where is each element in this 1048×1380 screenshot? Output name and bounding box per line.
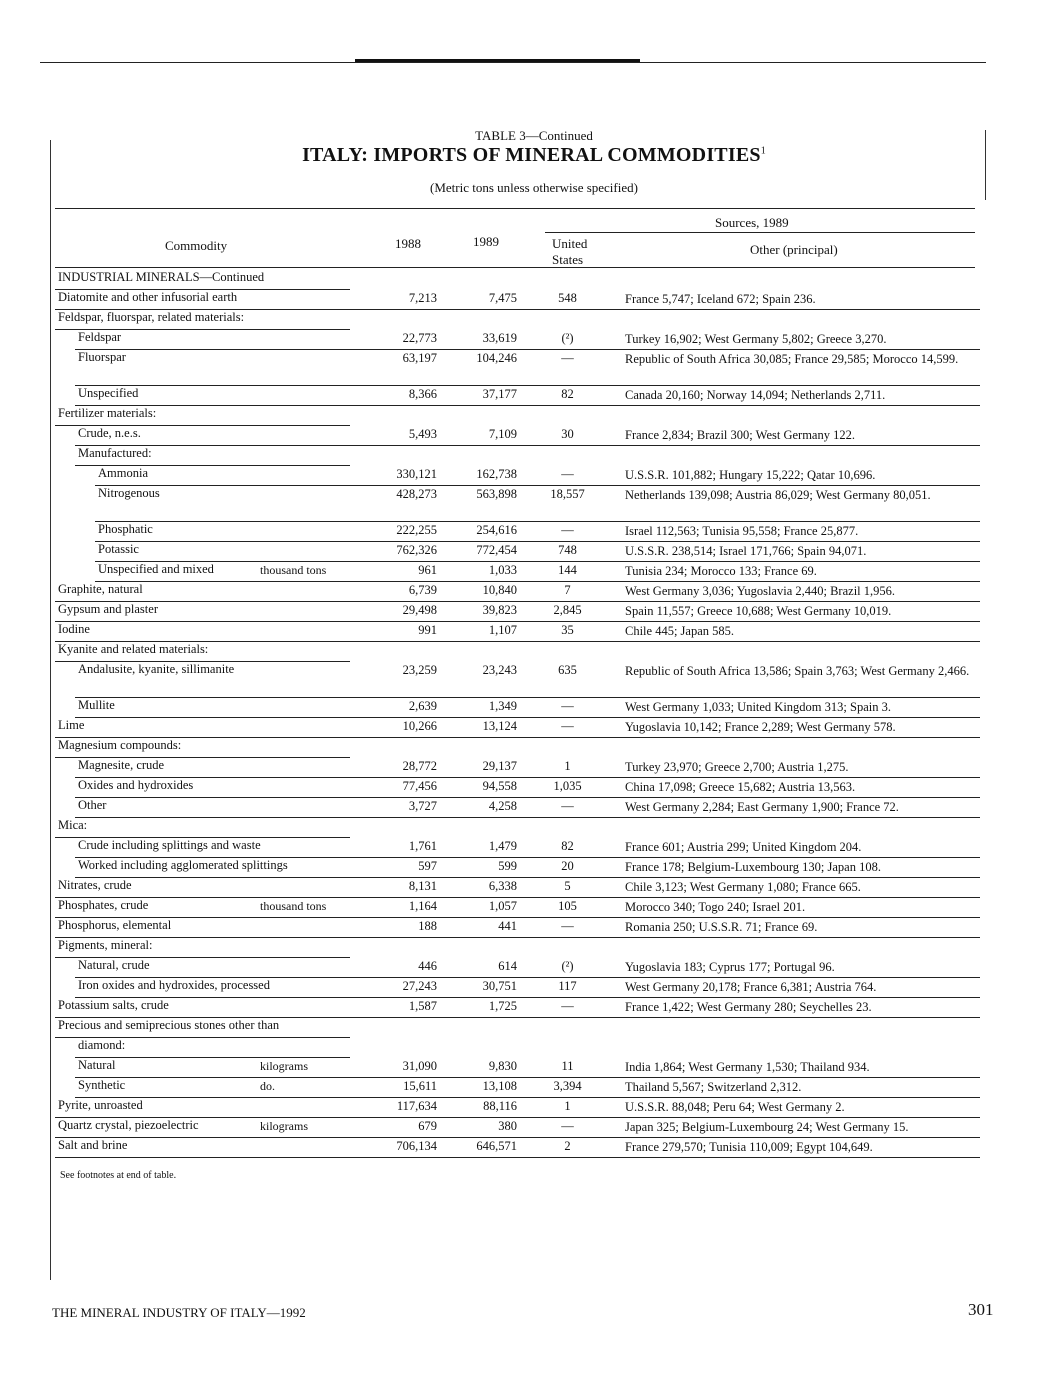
value-1989: 30,751	[482, 979, 517, 993]
value-us: —	[561, 1119, 574, 1133]
value-us: —	[561, 467, 574, 481]
commodity-name: Quartz crystal, piezoelectric	[58, 1118, 199, 1132]
other-sources: Chile 445; Japan 585.	[625, 624, 735, 638]
table-row	[55, 1058, 980, 1078]
value-1988: 3,727	[408, 799, 437, 813]
value-us: 82	[561, 387, 574, 401]
value-us: 144	[558, 563, 577, 577]
value-1988: 991	[418, 623, 437, 637]
commodity-name: Manufactured:	[78, 446, 152, 460]
value-1988: 961	[418, 563, 437, 577]
table-row	[55, 778, 980, 798]
value-us: —	[561, 699, 574, 713]
value-1989: 7,109	[488, 427, 517, 441]
commodity-name: Feldspar	[78, 330, 122, 344]
value-1989: 772,454	[476, 543, 517, 557]
value-1989: 39,823	[482, 603, 517, 617]
commodity-name: Precious and semiprecious stones other than	[58, 1018, 280, 1032]
commodity-name: Phosphatic	[98, 522, 153, 536]
value-1989: 563,898	[476, 487, 517, 501]
value-us: —	[561, 719, 574, 733]
table-row	[55, 718, 980, 738]
value-1989: 1,033	[488, 563, 517, 577]
table-row	[55, 522, 980, 542]
table-row	[55, 978, 980, 998]
other-sources: U.S.S.R. 88,048; Peru 64; West Germany 2.	[625, 1100, 845, 1114]
value-us: 1,035	[553, 779, 582, 793]
table-row	[55, 642, 980, 662]
value-1989: 7,475	[488, 291, 517, 305]
commodity-name: Salt and brine	[58, 1138, 128, 1152]
table-row	[55, 898, 980, 918]
table-row	[55, 998, 980, 1018]
other-sources: West Germany 3,036; Yugoslavia 2,440; Brazil 1,956.	[625, 584, 896, 598]
value-1988: 63,197	[402, 351, 437, 365]
commodity-name: Crude, n.e.s.	[78, 426, 141, 440]
column-header-other: Other (principal)	[750, 242, 838, 257]
commodity-name: Lime	[58, 718, 85, 732]
margin-line	[50, 140, 51, 1280]
commodity-name: Unspecified	[78, 386, 139, 400]
column-header-1988: 1988	[395, 236, 421, 251]
column-header-sources: Sources, 1989	[715, 215, 789, 230]
value-us: —	[561, 523, 574, 537]
other-sources: France 1,422; West Germany 280; Seychelles 23.	[625, 1000, 872, 1014]
header-rule-top	[55, 208, 975, 209]
value-1988: 29,498	[402, 603, 437, 617]
other-sources: Republic of South Africa 30,085; France 29,585; Morocco 14,599.	[625, 352, 959, 366]
table-subtitle: (Metric tons unless otherwise specified)	[430, 180, 638, 195]
value-us: —	[561, 799, 574, 813]
value-1988: 15,611	[403, 1079, 437, 1093]
commodity-name: Oxides and hydroxides	[78, 778, 194, 792]
value-us: 7	[564, 583, 571, 597]
value-us: 30	[561, 427, 574, 441]
value-1989: 23,243	[482, 663, 517, 677]
value-1989: 1,349	[488, 699, 517, 713]
table-row	[55, 858, 980, 878]
table-row	[55, 938, 980, 958]
commodity-name: Potassium salts, crude	[58, 998, 169, 1012]
row-rule	[55, 1157, 980, 1158]
table-row	[55, 1018, 980, 1038]
table-row	[55, 486, 980, 522]
unit-label: thousand tons	[260, 563, 327, 577]
table-row	[55, 446, 980, 466]
value-us: 3,394	[553, 1079, 582, 1093]
table-row	[55, 918, 980, 938]
value-1989: 599	[498, 859, 517, 873]
unit-label: do.	[260, 1079, 275, 1093]
other-sources: France 2,834; Brazil 300; West Germany 122.	[625, 428, 855, 442]
value-1988: 77,456	[402, 779, 437, 793]
table-row	[55, 1138, 980, 1158]
value-us: 548	[558, 291, 577, 305]
value-1988: 31,090	[402, 1059, 437, 1073]
table-row	[55, 386, 980, 406]
other-sources: Morocco 340; Togo 240; Israel 201.	[625, 900, 806, 914]
unit-label: thousand tons	[260, 899, 327, 913]
value-1989: 4,258	[488, 799, 517, 813]
value-us: 635	[558, 663, 577, 677]
commodity-name: Crude including splittings and waste	[78, 838, 261, 852]
commodity-name: Potassic	[98, 542, 139, 556]
commodity-name: Unspecified and mixed	[98, 562, 214, 576]
value-us: 105	[558, 899, 577, 913]
other-sources: West Germany 1,033; United Kingdom 313; Spain 3.	[625, 700, 891, 714]
table-row	[55, 818, 980, 838]
value-us: 1	[564, 1099, 571, 1113]
page-number: 301	[968, 1300, 994, 1319]
table-row	[55, 582, 980, 602]
table-row	[55, 310, 980, 330]
value-1988: 22,773	[402, 331, 437, 345]
commodity-name: Mullite	[78, 698, 115, 712]
table-row	[55, 698, 980, 718]
other-sources: West Germany 2,284; East Germany 1,900; France 72.	[625, 800, 899, 814]
value-1988: 1,164	[408, 899, 437, 913]
value-1988: 2,639	[408, 699, 437, 713]
value-1989: 29,137	[482, 759, 517, 773]
value-1988: 679	[418, 1119, 437, 1133]
column-header-commodity: Commodity	[165, 238, 228, 253]
other-sources: U.S.S.R. 101,882; Hungary 15,222; Qatar 10,696.	[625, 468, 876, 482]
other-sources: Yugoslavia 183; Cyprus 177; Portugal 96.	[625, 960, 835, 974]
table-row	[55, 406, 980, 426]
commodity-name: Iodine	[58, 622, 90, 636]
table-row	[55, 662, 980, 698]
commodity-name: Magnesium compounds:	[58, 738, 182, 752]
value-us: 748	[558, 543, 577, 557]
commodity-name: Andalusite, kyanite, sillimanite	[78, 662, 235, 676]
other-sources: France 601; Austria 299; United Kingdom 204.	[625, 840, 862, 854]
value-1988: 10,266	[402, 719, 437, 733]
value-1988: 428,273	[396, 487, 437, 501]
value-1988: 222,255	[396, 523, 437, 537]
value-us: —	[561, 351, 574, 365]
table-row	[55, 838, 980, 858]
value-1989: 1,725	[488, 999, 517, 1013]
table-row	[55, 466, 980, 486]
commodity-name: Phosphorus, elemental	[58, 918, 172, 932]
table-row	[55, 270, 980, 290]
table-row	[55, 1078, 980, 1098]
other-sources: Netherlands 139,098; Austria 86,029; West Germany 80,051.	[625, 488, 931, 502]
table-row	[55, 878, 980, 898]
commodity-name: Pyrite, unroasted	[58, 1098, 143, 1112]
commodity-name: Synthetic	[78, 1078, 126, 1092]
value-1988: 188	[418, 919, 437, 933]
table-row	[55, 602, 980, 622]
commodity-name: Diatomite and other infusorial earth	[58, 290, 238, 304]
value-us: (²)	[561, 959, 574, 973]
table-row	[55, 1118, 980, 1138]
other-sources: West Germany 20,178; France 6,381; Austria 764.	[625, 980, 877, 994]
commodity-name: Fertilizer materials:	[58, 406, 157, 420]
value-1988: 706,134	[396, 1139, 437, 1153]
other-sources: Romania 250; U.S.S.R. 71; France 69.	[625, 920, 818, 934]
value-1989: 254,616	[476, 523, 517, 537]
value-1988: 8,366	[408, 387, 437, 401]
other-sources: France 5,747; Iceland 672; Spain 236.	[625, 292, 816, 306]
commodity-name: Ammonia	[98, 466, 148, 480]
column-header-us: United States	[552, 236, 588, 267]
top-rule-accent	[355, 59, 640, 62]
sources-rule	[545, 232, 975, 233]
other-sources: Turkey 16,902; West Germany 5,802; Greece 3,270.	[625, 332, 887, 346]
table-row	[55, 1038, 980, 1058]
value-1989: 13,108	[482, 1079, 517, 1093]
table-title-text: ITALY: IMPORTS OF MINERAL COMMODITIES	[302, 144, 761, 166]
value-1989: 1,479	[488, 839, 517, 853]
value-1989: 1,057	[488, 899, 517, 913]
commodity-name: Iron oxides and hydroxides, processed	[78, 978, 270, 992]
table-body	[55, 270, 980, 1158]
table-row	[55, 622, 980, 642]
commodity-name: Nitrogenous	[98, 486, 160, 500]
table-row	[55, 758, 980, 778]
value-1989: 37,177	[482, 387, 517, 401]
unit-label: kilograms	[260, 1119, 308, 1133]
other-sources: Spain 11,557; Greece 10,688; West Germany 10,019.	[625, 604, 892, 618]
commodity-name: Kyanite and related materials:	[58, 642, 209, 656]
running-footer: THE MINERAL INDUSTRY OF ITALY—1992	[52, 1305, 306, 1320]
commodity-name: Fluorspar	[78, 350, 126, 364]
commodity-name: Other	[78, 798, 107, 812]
other-sources: France 178; Belgium-Luxembourg 130; Japan 108.	[625, 860, 881, 874]
value-us: 117	[558, 979, 577, 993]
value-1989: 1,107	[488, 623, 517, 637]
value-us: —	[561, 919, 574, 933]
table-row	[55, 798, 980, 818]
commodity-name: Mica:	[58, 818, 88, 832]
other-sources: Japan 325; Belgium-Luxembourg 24; West Germany 15.	[625, 1120, 909, 1134]
title-footnote-marker: 1	[760, 145, 766, 157]
value-1988: 117,634	[396, 1099, 437, 1113]
value-1988: 446	[418, 959, 437, 973]
table-row	[55, 330, 980, 350]
value-1988: 1,587	[408, 999, 437, 1013]
other-sources: Canada 20,160; Norway 14,094; Netherlands 2,711.	[625, 388, 886, 402]
table-label: TABLE 3—Continued	[475, 128, 593, 143]
value-1989: 162,738	[476, 467, 517, 481]
commodity-name: Magnesite, crude	[78, 758, 165, 772]
value-us: (²)	[561, 331, 574, 345]
value-us: 20	[561, 859, 574, 873]
value-us: 2	[564, 1139, 571, 1153]
commodity-name: Nitrates, crude	[58, 878, 132, 892]
commodity-name: Phosphates, crude	[58, 898, 149, 912]
table-title	[0, 144, 1048, 167]
other-sources: Tunisia 234; Morocco 133; France 69.	[625, 564, 817, 578]
value-us: 82	[561, 839, 574, 853]
other-sources: Republic of South Africa 13,586; Spain 3,763; West Germany 2,466.	[625, 664, 970, 678]
value-1989: 33,619	[482, 331, 517, 345]
other-sources: Yugoslavia 10,142; France 2,289; West Germany 578.	[625, 720, 896, 734]
value-1989: 88,116	[483, 1099, 517, 1113]
commodity-name: diamond:	[78, 1038, 126, 1052]
unit-label: kilograms	[260, 1059, 308, 1073]
value-1988: 597	[418, 859, 437, 873]
value-1989: 614	[498, 959, 517, 973]
value-1988: 762,326	[396, 543, 437, 557]
value-1988: 23,259	[402, 663, 437, 677]
commodity-name: Pigments, mineral:	[58, 938, 153, 952]
commodity-name: Graphite, natural	[58, 582, 143, 596]
table-row	[55, 290, 980, 310]
table-row	[55, 1098, 980, 1118]
table-row	[55, 350, 980, 386]
commodity-name: Natural	[78, 1058, 116, 1072]
commodity-name: Natural, crude	[78, 958, 150, 972]
value-1989: 9,830	[488, 1059, 517, 1073]
table-row	[55, 958, 980, 978]
value-1988: 1,761	[408, 839, 437, 853]
commodity-name: INDUSTRIAL MINERALS—Continued	[58, 270, 265, 284]
value-us: 5	[564, 879, 571, 893]
header-rule-bottom	[55, 267, 975, 268]
commodity-name: Worked including agglomerated splittings	[78, 858, 288, 872]
value-1989: 10,840	[482, 583, 517, 597]
value-us: 1	[564, 759, 571, 773]
table-row	[55, 542, 980, 562]
value-1989: 6,338	[488, 879, 517, 893]
other-sources: China 17,098; Greece 15,682; Austria 13,563.	[625, 780, 856, 794]
other-sources: Thailand 5,567; Switzerland 2,312.	[625, 1080, 802, 1094]
top-rule	[40, 62, 986, 63]
value-1988: 330,121	[396, 467, 437, 481]
value-us: 2,845	[553, 603, 582, 617]
other-sources: France 279,570; Tunisia 110,009; Egypt 104,649.	[625, 1140, 873, 1154]
value-1989: 380	[498, 1119, 517, 1133]
value-1989: 441	[498, 919, 517, 933]
value-1988: 27,243	[402, 979, 437, 993]
table-row	[55, 562, 980, 582]
value-1989: 13,124	[482, 719, 517, 733]
other-sources: Israel 112,563; Tunisia 95,558; France 25,877.	[625, 524, 859, 538]
table-header	[55, 208, 975, 270]
table-row	[55, 426, 980, 446]
value-1989: 94,558	[482, 779, 517, 793]
value-us: 18,557	[550, 487, 585, 501]
other-sources: Chile 3,123; West Germany 1,080; France 665.	[625, 880, 861, 894]
column-header-1989: 1989	[473, 234, 499, 249]
value-1988: 28,772	[402, 759, 437, 773]
other-sources: India 1,864; West Germany 1,530; Thailand 934.	[625, 1060, 870, 1074]
value-us: 11	[561, 1059, 574, 1073]
value-1989: 646,571	[476, 1139, 517, 1153]
value-us: 35	[561, 623, 574, 637]
table-row	[55, 738, 980, 758]
commodity-name: Gypsum and plaster	[58, 602, 158, 616]
value-1988: 7,213	[408, 291, 437, 305]
value-1988: 6,739	[408, 583, 437, 597]
value-1988: 5,493	[408, 427, 437, 441]
footnote-reference: See footnotes at end of table.	[60, 1170, 177, 1181]
commodity-name: Feldspar, fluorspar, related materials:	[58, 310, 245, 324]
other-sources: U.S.S.R. 238,514; Israel 171,766; Spain 94,071.	[625, 544, 867, 558]
value-1989: 104,246	[476, 351, 517, 365]
other-sources: Turkey 23,970; Greece 2,700; Austria 1,275.	[625, 760, 849, 774]
value-us: —	[561, 999, 574, 1013]
value-1988: 8,131	[408, 879, 437, 893]
